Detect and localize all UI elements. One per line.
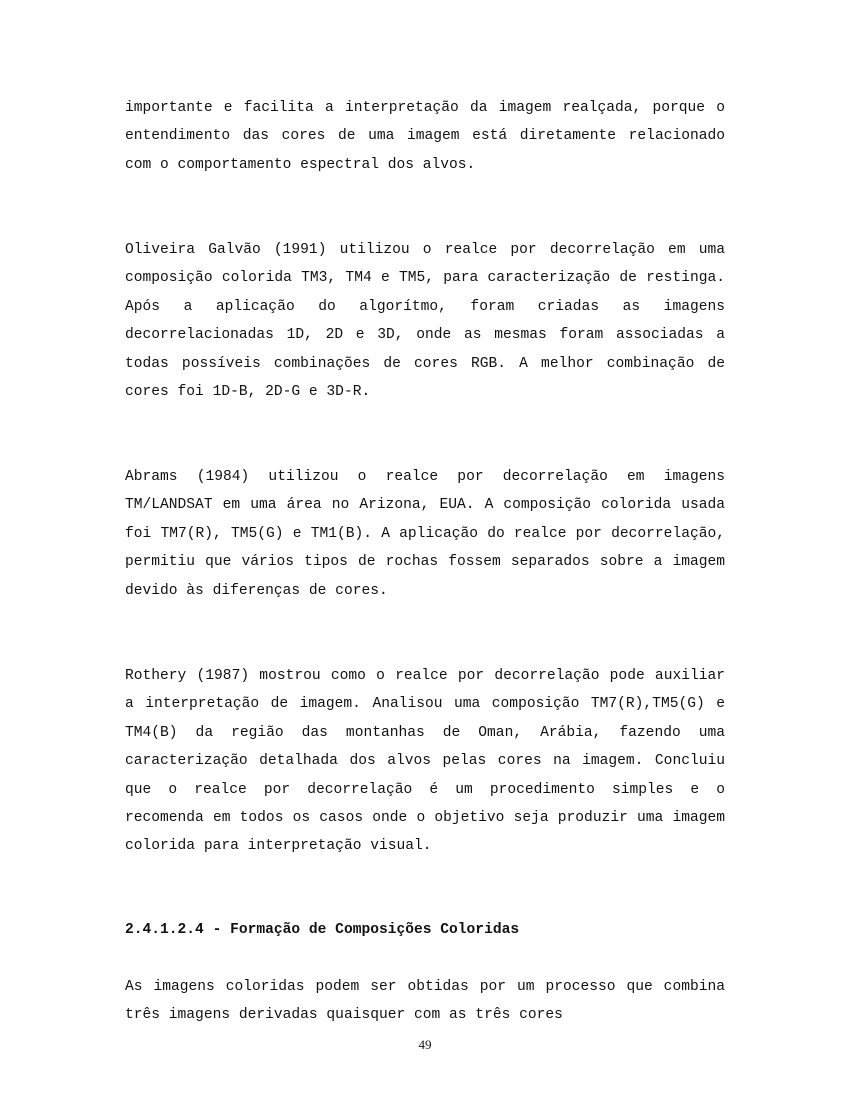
paragraph-color-compositions: As imagens coloridas podem ser obtidas por um processo que combina três imagens derivadas quaisquer com as três cores	[125, 979, 725, 1024]
section-heading: 2.4.1.2.4 - Formação de Composições Coloridas	[125, 922, 520, 938]
page-number: 49	[418, 1037, 432, 1052]
paragraph-abrams: Abrams (1984) utilizou o realce por decorrelação em imagens TM/LANDSAT em uma área no Arizona, EUA. A composição colorida usada foi TM7(R), TM5(G) e TM1(B). A aplicação do realce por decorrelação, permitiu que vários tipos de rochas fossem separados sobre a imagem devido às diferenças de cores.	[125, 469, 725, 599]
paragraph-color-interpretation: importante e facilita a interpretação da imagem realçada, porque o entendimento das cores de uma imagem está diretamente relacionado com o comportamento espectral dos alvos.	[125, 100, 725, 173]
paragraph-oliveira-galvao: Oliveira Galvão (1991) utilizou o realce por decorrelação em uma composição colorida TM3, TM4 e TM5, para caracterização de restinga. Após a aplicação do algorítmo, foram criadas as imagens decorrelacionadas 1D, 2D e 3D, onde as mesmas foram associadas a todas possíveis combinações de cores RGB. A melhor combinação de cores foi 1D-B, 2D-G e 3D-R.	[125, 242, 725, 401]
paragraph-rothery: Rothery (1987) mostrou como o realce por decorrelação pode auxiliar a interpretação de imagem. Analisou uma composição TM7(R),TM5(G) e TM4(B) da região das montanhas de Oman, Arábia, fazendo uma caracterização detalhada dos alvos pelas cores na imagem. Concluiu que o realce por decorrelação é um procedimento simples e o recomenda em todos os casos onde o objetivo seja produzir uma imagem colorida para interpretação visual.	[125, 668, 725, 855]
